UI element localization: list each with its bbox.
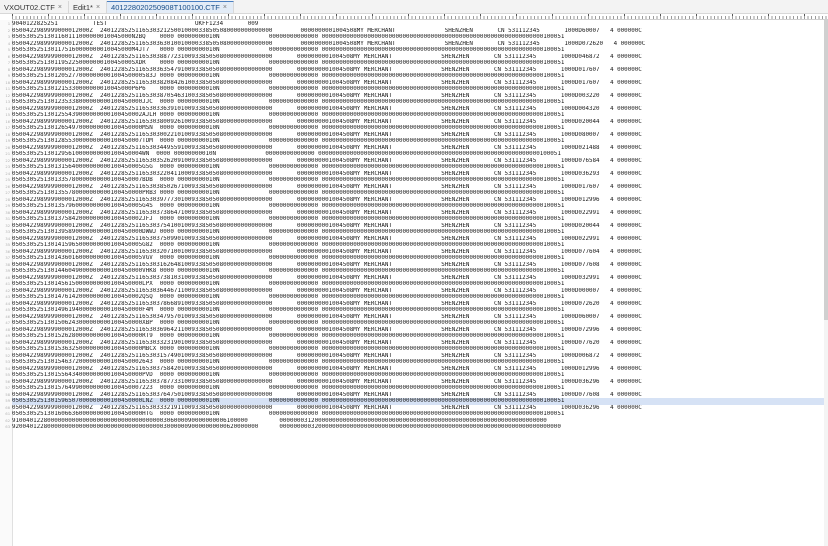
editor-line[interactable]: 0500422989999000012000Z 2401228525116530380092610093385050800000000000000 0000000001004508MY MERCHANT SHENZHEN CN 531112345 1000D020044 4 000000C: [12, 118, 642, 125]
line-number: 17: [5, 125, 10, 130]
editor-line[interactable]: 0500422989999000012000Z 2401228525116530375099010093385050800000000000000 0000000001004508MY MERCHANT SHENZHEN CN 531112345 1000D022991 4 000000C: [12, 235, 642, 242]
line-number: 27: [5, 190, 10, 195]
editor-line[interactable]: 0500422989999000012000Z 2401228525116530375842010093385050800000000000000 0000000001004508MY MERCHANT SHENZHEN CN 531112345 1000D012996 4 000000C: [12, 365, 642, 372]
line-number: 21: [5, 151, 10, 156]
editor-line[interactable]: 0500422989999000012000Z 2401228525116530352620910093385050800000000000000 0000000001004508MY MERCHANT SHENZHEN CN 531112345 1000D076584 4 000000C: [12, 157, 642, 164]
editor-line[interactable]: 0505305251301375842000000000100450002JFJ 0000 00000000010N 00000000000000 000000000000000000000000000000000000000000000000000000000000000100051: [12, 216, 565, 222]
tab-label: Edit1*: [72, 2, 93, 12]
editor-line[interactable]: 0505305251301506243000000000100450000XBP 0000 00000000010N 00000000000000 000000000000000000000000000000000000000000000000000000000000000100051: [12, 320, 565, 326]
line-number: 12: [5, 92, 10, 98]
editor-line[interactable]: 0505305251301436016000000000100450005VGV 0000 00000000010N 00000000000000 000000000000000000000000000000000000000000000000000000000000000100051: [12, 255, 565, 261]
editor-line[interactable]: 0500422989999000012000Z 2401228525116530385026710093385050800000000000000 0000000001004508MY MERCHANT SHENZHEN CN 531112345 1000D017607 4 000000C: [12, 183, 642, 190]
line-number: 26: [5, 183, 10, 189]
editor-line[interactable]: 0505305251301235338000000000100450000JJC 0000 00000000010N 00000000000000 000000000000000000000000000000000000000000000000000000000000000100051: [12, 99, 565, 105]
editor-line[interactable]: 0500422989999000012000Z 2401228525116530382084261003385050800000000000000 0000000001004508MY MERCHANT SHENZHEN CN 531112345 1000D017607 4 000000C: [12, 79, 642, 86]
line-number: 8: [7, 66, 10, 72]
line-number: 9: [7, 73, 10, 78]
close-tab-icon[interactable]: ×: [222, 4, 227, 11]
line-number: 11: [5, 86, 10, 91]
editor-line[interactable]: 0505305251301415965000000000100450005G82 0000 00000000010N 00000000000000 000000000000000000000000000000000000000000000000000000000000000100051: [12, 242, 565, 248]
editor-line[interactable]: 0505305251301606636000000000100450000HTG 0000 00000000010N 00000000000000 000000000000000000000000000000000000000000000000000000000000000100051: [12, 411, 565, 417]
line-number: 42: [5, 287, 10, 293]
tab-1[interactable]: [0, 1, 69, 13]
editor-line[interactable]: 9100401228000000000000000000000000000000000306000090000000006100000 0000000312000000000000000000000000000000000000000000000000000000000000000000: [12, 417, 547, 424]
line-number: 35: [5, 242, 10, 247]
editor-line[interactable]: 0500422989999000012000Z 2401228525116530316264810093385050800000000000000 0000000001004508MY MERCHANT SHENZHEN CN 531112345 1000D077608 4 000000C: [12, 261, 642, 268]
line-number: 41: [5, 281, 10, 286]
editor-line[interactable]: 0500422989999000012000Z 2401228525116530364467110093385050800000000000000 0000000001004508MY MERCHANT SHENZHEN CN 531112345 1000D000007 4 000000C: [12, 287, 642, 294]
line-number: 7: [7, 60, 10, 65]
line-number: 22: [5, 157, 10, 163]
editor-line[interactable]: 0505305251301576499000000000100450007223 0000 00000000010N 00000000000000 000000000000000000000000000000000000000000000000000000000000000100051: [12, 385, 565, 391]
editor-line[interactable]: 0500422989999000012000Z 2401228525116530373810310093385050800000000000000 0000000001004508MY MERCHANT SHENZHEN CN 531112345 1000D032991 4 000000C: [12, 274, 642, 281]
tab-label: VXOUT02.CTF: [4, 2, 55, 12]
line-number: 36: [5, 248, 10, 254]
editor-line[interactable]: 9200401228000000000000000000000000000000000300000090000000000620000000 00000000032000000000000000000000000000000000000000000000000000000000000000000000: [12, 424, 561, 430]
line-number: 62: [5, 417, 10, 423]
editor-line[interactable]: 0505305251301526280000000000100450000RT9 0000 00000000010N 00000000000000 000000000000000000000000000000000000000000000000000000000000000100051: [12, 333, 565, 339]
editor-line[interactable]: 0505305251301205277000000000100450000583J 0000 00000000010N 00000000000000 000000000000000000000000000000000000000000000000000000000000000100051: [12, 73, 565, 79]
editor-line[interactable]: 0500422989999000012000Z 2401228525116530375410010093385050800000000000000 0000000001004508MY MERCHANT SHENZHEN CN 531112345 1000D020044 4 000000C: [12, 222, 642, 229]
scrollbar-thumb[interactable]: [824, 20, 828, 320]
line-number: 51: [5, 346, 10, 351]
line-number: 63: [5, 424, 10, 429]
editor-line[interactable]: 0500422989999000012000Z 2401228525116530378773310093385050800000000000000 0000000001004508MY MERCHANT SHENZHEN CN 531112345 1000D036296 4 000000C: [12, 378, 642, 385]
line-number: 47: [5, 320, 10, 325]
editor-line[interactable]: 0500422989999000012000Z 2401228525116530300221010093385050800000000000000 0000000001004508MY MERCHANT SHENZHEN CN 531112345 1000D080007 4 000000C: [12, 131, 642, 138]
line-number: 18: [5, 131, 10, 137]
editor-line[interactable]: 0505305251301315640000000000100450005G5G 0000 00000000010N 00000000000000 000000000000000000000000000000000000000000000000000000000000000100051: [12, 164, 565, 170]
editor-line[interactable]: 0505305251301215330000000010045000P6P6 0000 00000000010N 00000000000000 000000000000000000000000000000000000000000000000000000000000000100051: [12, 86, 565, 92]
editor-line[interactable]: 0500422989999000012000Z 2401228525116530336391010093385050800000000000000 0000000001004508MY MERCHANT SHENZHEN CN 531112345 1000D004320 4 000000C: [12, 105, 642, 112]
line-number: 20: [5, 144, 10, 150]
line-number: 48: [5, 326, 10, 332]
line-number: 50: [5, 339, 10, 345]
line-number: 15: [5, 112, 10, 117]
line-number: 60: [5, 404, 10, 410]
line-number: 43: [5, 294, 10, 299]
line-number: 29: [5, 203, 10, 208]
line-number: 30: [5, 209, 10, 215]
editor-line[interactable]: 0500422989999000012000Z 2401228525116530344955910093385050800000000000000 0000000001004508MY MERCHANT SHENZHEN CN 531112345 1000D021488 4 000000C: [12, 144, 642, 151]
line-number: 34: [5, 235, 10, 241]
line-number: 49: [5, 333, 10, 338]
line-number: 46: [5, 313, 10, 319]
editor-line[interactable]: 0500422989999000012000Z 2401228525116530321250010000338505080000000000000 0000000001004508MY MERCHANT SHENZHEN CN 531112345 1000D60007 4 000000C: [12, 27, 642, 34]
editor-line[interactable]: 0505305251301335780000000000100450007BDB 0000 00000000010N 00000000000000 000000000000000000000000000000000000000000000000000000000000000100051: [12, 177, 565, 183]
close-tab-icon[interactable]: ×: [57, 3, 62, 11]
editor-line[interactable]: 0500422989999000012000Z 2401228525116530322041100093385050800000000000000 0000000001004508MY MERCHANT SHENZHEN CN 531112345 1000D036293 4 000000C: [12, 170, 642, 177]
editor-line[interactable]: 0500422989999000012000Z 2401228525116530333219110093385050800000000000000 0000000001004508MY MERCHANT SHENZHEN CN 531112345 1000D036296 4 000000C: [12, 404, 642, 411]
editor-line[interactable]: 0500422989999000012000Z 2401228525116530363547910093385050800000000000000 0000000001004508MY MERCHANT SHENZHEN CN 531112345 1000D017607 4 000000C: [12, 66, 642, 73]
editor-line[interactable]: 0500422989999000012000Z 2401228525116530378668910093385050800000000000000 0000000001004508MY MERCHANT SHENZHEN CN 531112345 1000D072620 4 000000C: [12, 300, 642, 307]
editor-line[interactable]: 0500422989999000012000Z 2401228525116530397773010093385050800000000000000 0000000001004508MY MERCHANT SHENZHEN CN 531112345 1000D012996 4 000000C: [12, 196, 642, 203]
line-number: 39: [5, 268, 10, 273]
editor-line[interactable]: 0505305251301546372000000000100450002643 0000 00000000010N 00000000000000 000000000000000000000000000000000000000000000000000000000000000100051: [12, 359, 565, 365]
editor-line[interactable]: 0505305251301395890000000000100450000DWWJ 0000 00000000010N 00000000000000 000000000000000000000000000000000000000000000000000000000000000100051: [12, 229, 565, 235]
editor-line[interactable]: 0500422989999000012000Z 2401228525116530376475010093385050800000000000000 0000000001004508MY MERCHANT SHENZHEN CN 531112345 1000D077608 4 000000C: [12, 391, 642, 398]
editor-line[interactable]: 0505305251301175160000000010045000M4JT7 0000 00000000010N 00000000000000 000000000000000000000000000000000000000000000000000000000000000100051: [12, 47, 565, 53]
line-number: 55: [5, 372, 10, 377]
editor-line[interactable]: 0500422989999000012000Z 2401228525116530332319010093385050800000000000000 0000000001004508MY MERCHANT SHENZHEN CN 531112345 1000D077620 4 000000C: [12, 339, 642, 346]
editor-line[interactable]: 0505305251301355780000000000100450000PRB3 0000 00000000010N 00000000000000 000000000000000000000000000000000000000000000000000000000000000100051: [12, 190, 565, 196]
editor-line[interactable]: 0500422989999000012000Z 2401228525116530315749010093385050800000000000000 0000000001004508MY MERCHANT SHENZHEN CN 531112345 1000D006872 4 000000C: [12, 352, 642, 359]
line-number: 4: [7, 40, 10, 46]
editor-line[interactable]: 0505305251301536325000000000100450000MBCX 0000 00000000010N 00000000000000 000000000000000000000000000000000000000000000000000000000000000100051: [12, 346, 565, 352]
editor-line[interactable]: 0505305251301195225000000010045000SXDR 0000 00000000010N 00000000000000 000000000000000000000000000000000000000000000000000000000000000100051: [12, 60, 565, 66]
close-tab-icon[interactable]: ×: [95, 3, 101, 11]
line-number: 2: [7, 27, 10, 33]
editor-line[interactable]: 0500422989999000012000Z 2401228525116530388772310093385050800000000000000 0000000001004508MY MERCHANT SHENZHEN CN 531112345 1000D046872 4 000000C: [12, 53, 642, 60]
tab-bar: [0, 0, 828, 14]
line-number: 13: [5, 99, 10, 104]
line-number: 3: [7, 34, 10, 39]
line-number: 19: [5, 138, 10, 143]
line-number: 1: [7, 21, 10, 26]
editor-line[interactable]: 0505305251301456150000000000100450000LPX 0000 00000000010N 00000000000000 000000000000000000000000000000000000000000000000000000000000000100051: [12, 281, 565, 287]
line-number: 16: [5, 118, 10, 124]
line-number: 23: [5, 164, 10, 169]
editor-line[interactable]: 0500422989999000012000Z 2401228525116530387054631003385050800000000000000 0000000001004508MY MERCHANT SHENZHEN CN 531112345 1000D003220 4 000000C: [12, 92, 642, 99]
editor-line[interactable]: 0505305251301476142000000000100450002QSQ 0000 00000000010N 00000000000000 000000000000000000000000000000000000000000000000000000000000000100051: [12, 294, 565, 300]
line-number: 61: [5, 411, 10, 416]
editor-line[interactable]: 0505305251301496194000000000100450000F4M 0000 00000000010N 00000000000000 000000000000000000000000000000000000000000000000000000000000000100051: [12, 307, 565, 313]
line-number: 52: [5, 352, 10, 358]
text-editor-area[interactable]: [12, 20, 828, 546]
editor-line[interactable]: 0505305251301446049000000000100450000VHK8 0000 00000000010N 00000000000000 000000000000000000000000000000000000000000000000000000000000000100051: [12, 268, 565, 274]
editor-line[interactable]: 0505305251301357960000000000100450005G4S 0000 00000000010N 00000000000000 000000000000000000000000000000000000000000000000000000000000000100051: [12, 203, 565, 209]
line-number: 54: [5, 365, 10, 371]
editor-line[interactable]: 0505305251301160111000000010045000N2BQ 0000 00000000010N 00000000000000 000000000000000000000000000000000000000000000000000000000000000100051: [12, 34, 565, 40]
line-number: 59: [5, 398, 10, 403]
editor-line[interactable]: 0500422989999000012000Z 2401228525116530363010010000338505080000000000000 0000000001004508MY MERCHANT SHENZHEN CN 531112345 1000D072620 4 000000C: [12, 40, 646, 47]
line-number: 25: [5, 177, 10, 182]
line-number: 53: [5, 359, 10, 364]
line-number: 57: [5, 385, 10, 390]
line-number: 32: [5, 222, 10, 228]
line-number: 5: [7, 47, 10, 52]
editor-line[interactable]: 9040122825251 TEST UKFF1234 009: [12, 21, 259, 27]
line-number: 6: [7, 53, 10, 59]
editor-line[interactable]: 0505305251301295610000000000100450004WN 0000 00000000010N 00000000000000 000000000000000000000000000000000000000000000000000000000000000100051: [12, 151, 561, 157]
editor-line[interactable]: 0505305251301255439000000000100450002AJLH 0000 00000000010N 00000000000000 000000000000000000000000000000000000000000000000000000000000000100051: [12, 112, 565, 118]
line-number: 14: [5, 105, 10, 111]
tab-label: 401228020250908T100100.CTF: [111, 3, 220, 12]
line-number: 45: [5, 307, 10, 312]
line-number: 33: [5, 229, 10, 234]
line-number: 10: [5, 79, 10, 85]
line-number: 56: [5, 378, 10, 384]
tab-3[interactable]: [107, 1, 234, 13]
line-number: 58: [5, 391, 10, 397]
editor-line[interactable]: 0500422989999000012000Z 2401228525116530373864710093385050800000000000000 0000000001004508MY MERCHANT SHENZHEN CN 531112345 1000D022991 4 000000C: [12, 209, 642, 216]
vertical-scrollbar[interactable]: [824, 20, 828, 546]
line-number: 38: [5, 261, 10, 267]
line-number: 24: [5, 170, 10, 176]
editor-line[interactable]: 0500422989999000012000Z 2401228525116530320710010093385050800000000000000 0000000001004508MY MERCHANT SHENZHEN CN 531112345 1000D077604 4 000000C: [12, 248, 642, 255]
line-number: 40: [5, 274, 10, 280]
line-number: 31: [5, 216, 10, 221]
line-number: 28: [5, 196, 10, 202]
editor-line[interactable]: 0500422989999000012000Z 2401228525116530369642110093385050800000000000000 0000000001004508MY MERCHANT SHENZHEN CN 531112345 1000D072996 4 000000C: [12, 326, 642, 333]
editor-line[interactable]: 0500422989999000012000Z 2401228525116530347957010093385050800000000000000 0000000001004508MY MERCHANT SHENZHEN CN 531112345 1000D060007 4 000000C: [12, 313, 642, 320]
editor-line[interactable]: 0505305251301556434000000000100450000PVD 0000 00000000010N 00000000000000 000000000000000000000000000000000000000000000000000000000000000100051: [12, 372, 565, 378]
editor-line[interactable]: 0505305251301596507000000000100450000LNZ 0000 00000000010N 00000000000000 000000000000000000000000000000000000000000000000000000000000000100051: [12, 398, 828, 405]
line-number: 37: [5, 255, 10, 260]
line-number: 44: [5, 300, 10, 306]
editor-line[interactable]: 0505305251301265497000000000100450000MSN 0000 00000000010N 00000000000000 000000000000000000000000000000000000000000000000000000000000000100051: [12, 125, 565, 131]
tab-2[interactable]: [69, 1, 107, 13]
editor-line[interactable]: 0505305251301285530000000000100450007TDM 0000 00000000010N 00000000000000 000000000000000000000000000000000000000000000000000000000000000100051: [12, 138, 565, 144]
